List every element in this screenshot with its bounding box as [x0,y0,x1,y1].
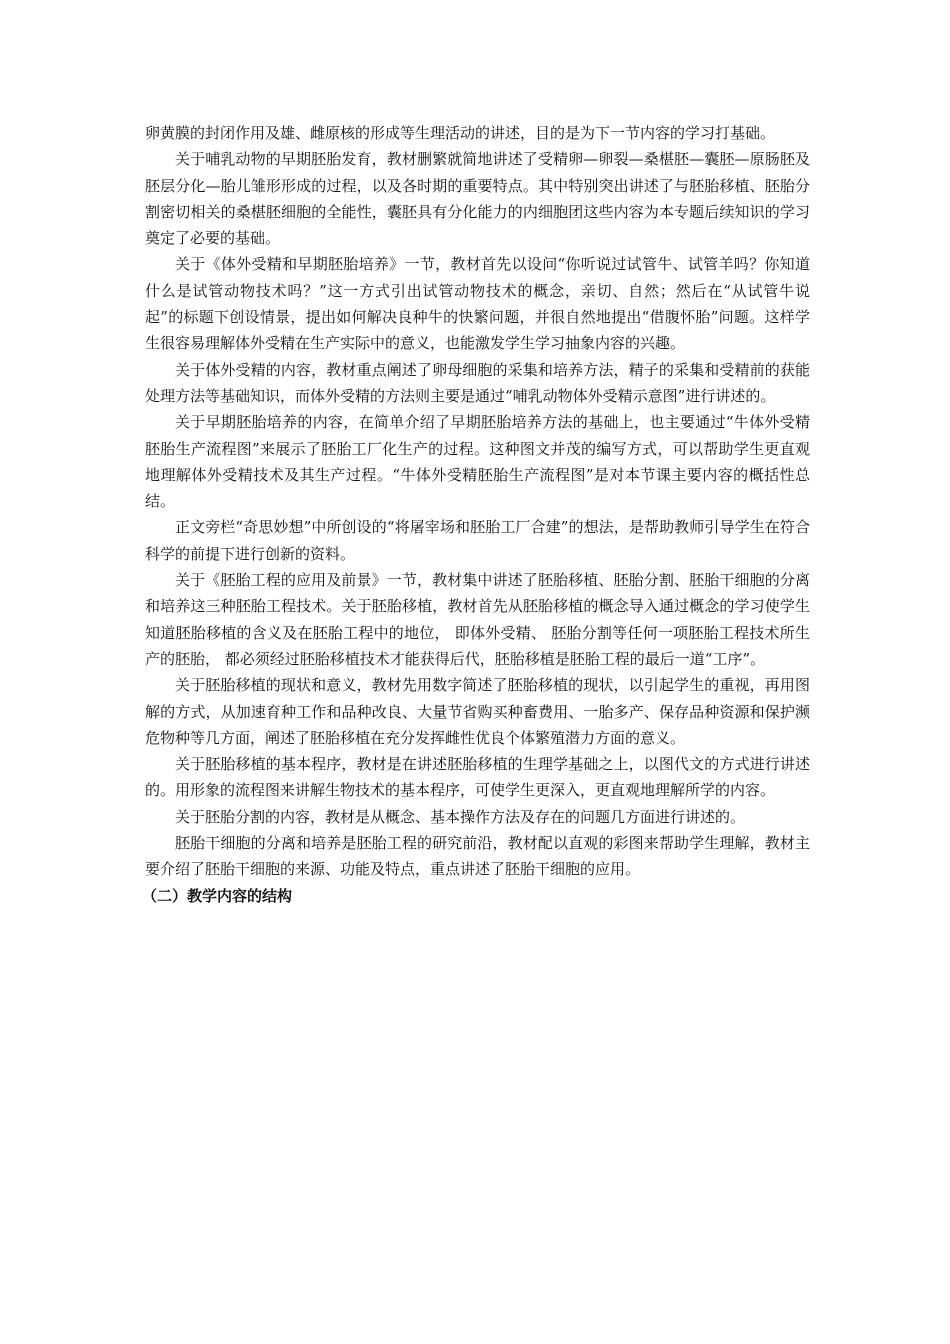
paragraph-in-vitro-fertilization-section: 关于《体外受精和早期胚胎培养》一节，教材首先以设问“你听说过试管牛、试管羊吗？你知道什么是试管动物技术吗？”这一方式引出试管动物技术的概念，亲切、自然；然后在“从试管牛说起”的标题下创设情景，提出如何解决良种牛的快繁问题，并很自然地提出“借腹怀胎”问题。这样学生很容易理解体外受精在生产实际中的意义，也能激发学生学习抽象内容的兴趣。 [145,255,810,353]
paragraph-continuation: 卵黄膜的封闭作用及雄、雌原核的形成等生理活动的讲述，目的是为下一节内容的学习打基础。 [145,124,776,142]
paragraph-in-vitro-fertilization-content: 关于体外受精的内容，教材重点阐述了卵母细胞的采集和培养方法，精子的采集和受精前的获能处理方法等基础知识，而体外受精的方法则主要是通过“哺乳动物体外受精示意图”进行讲述的。 [145,360,810,405]
paragraph-embryonic-stem-cells: 胚胎干细胞的分离和培养是胚胎工程的研究前沿，教材配以直观的彩图来帮助学生理解，教材主要介绍了胚胎干细胞的来源、功能及特点，重点讲述了胚胎干细胞的应用。 [145,834,810,879]
paragraph-embryo-engineering-applications: 关于《胚胎工程的应用及前景》一节，教材集中讲述了胚胎移植、胚胎分割、胚胎干细胞的分离和培养这三种胚胎工程技术。关于胚胎移植，教材首先从胚胎移植的概念导入通过概念的学习使学生知道胚胎移植的含义及在胚胎工程中的地位， 即体外受精、 胚胎分割等任何一项胚胎工程技术所生产的胚胎， 都必须经过胚胎移植技术才能获得后代，胚胎移植是胚胎工程的最后一道“工序”。 [145,571,810,668]
paragraph-early-embryo-culture: 关于早期胚胎培养的内容，在简单介绍了早期胚胎培养方法的基础上，也主要通过“牛体外受精胚胎生产流程图”来展示了胚胎工厂化生产的过程。这种图文并茂的编写方式，可以帮助学生更直观地理解体外受精技术及其生产过程。“牛体外受精胚胎生产流程图”是对本节课主要内容的概括性总结。 [145,413,810,511]
paragraph-early-embryo-development: 关于哺乳动物的早期胚胎发育，教材删繁就简地讲述了受精卵—卵裂—桑椹胚—囊胚—原肠胚及胚层分化—胎儿雏形形成的过程，以及各时期的重要特点。其中特别突出讲述了与胚胎移植、胚胎分割密切相关的桑椹胚细胞的全能性，囊胚具有分化能力的内细胞团这些内容为本专题后续知识的学习奠定了必要的基础。 [145,150,810,248]
section-heading: （二）教学内容的结构 [142,886,293,905]
paragraph-sidebar-idea: 正文旁栏“奇思妙想”中所创设的“将屠宰场和胚胎工厂合建”的想法，是帮助教师引导学生在符合科学的前提下进行创新的资料。 [145,518,810,563]
paragraph-embryo-splitting: 关于胚胎分割的内容，教材是从概念、基本操作方法及存在的问题几方面进行讲述的。 [175,807,746,826]
document-page [142,120,810,909]
paragraph-embryo-transfer-significance: 关于胚胎移植的现状和意义，教材先用数字简述了胚胎移植的现状，以引起学生的重视，再用图解的方式，从加速育种工作和品种改良、大量节省购买种畜费用、一胎多产、保存品种资源和保护濒危物种等几方面，阐述了胚胎移植在充分发挥雌性优良个体繁殖潜力方面的意义。 [145,676,810,747]
paragraph-embryo-transfer-procedure: 关于胚胎移植的基本程序，教材是在讲述胚胎移植的生理学基础之上，以图代文的方式进行讲述的。用形象的流程图来讲解生物技术的基本程序，可使学生更深入，更直观地理解所学的内容。 [145,755,810,800]
